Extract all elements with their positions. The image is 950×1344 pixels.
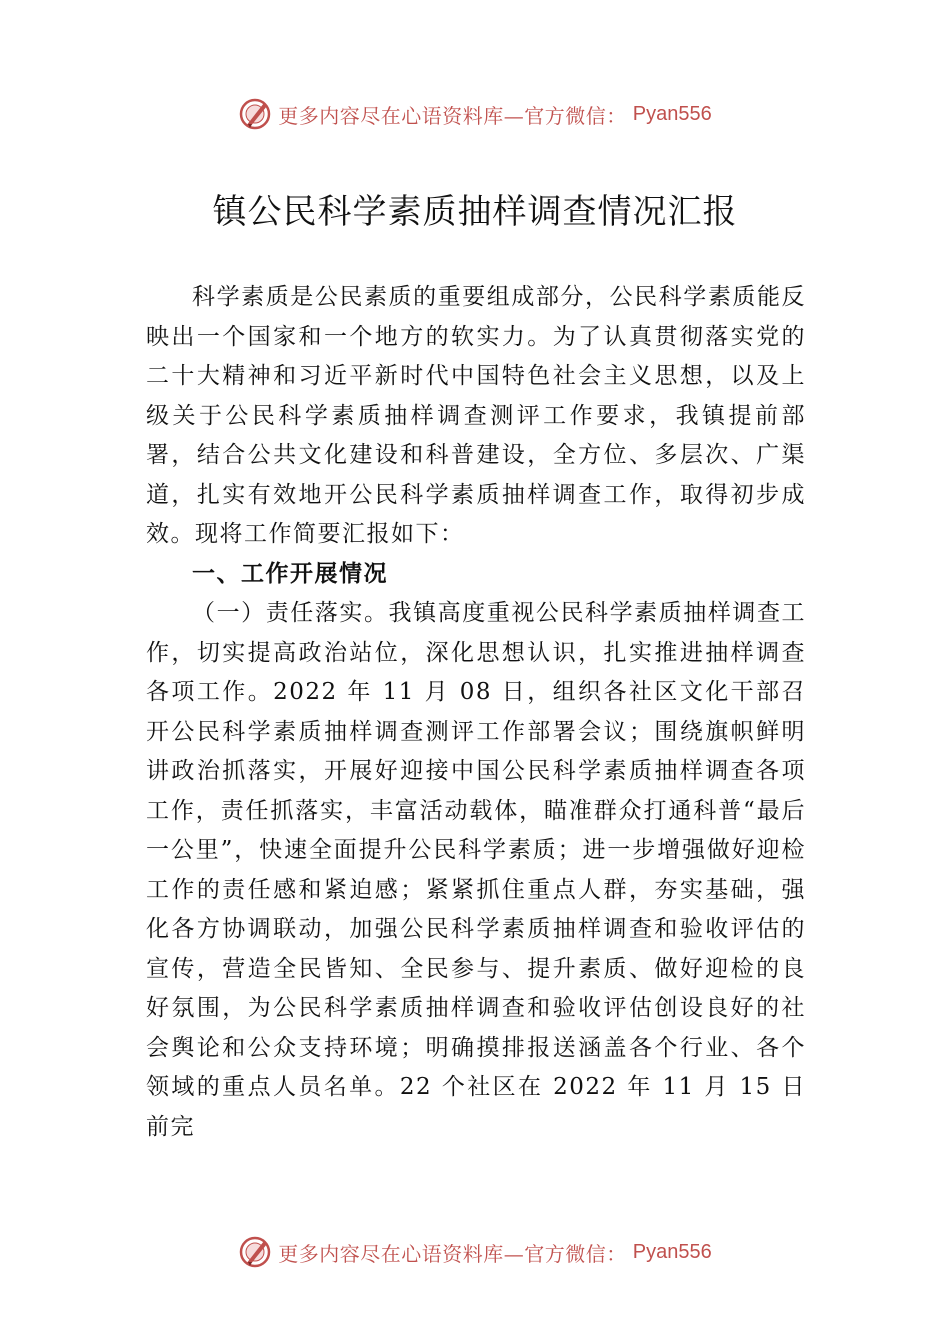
- watermark-wechat-handle: Pyan556: [632, 1240, 712, 1263]
- subsection-paragraph: （一）责任落实。我镇高度重视公民科学素质抽样调查工作，切实提高政治站位，深化思想认识，扎实推进抽样调查各项工作。2022 年 11 月 08 日，组织各社区文化干部召开公民科学素质抽样调查测评工作部署会议；围绕旗帜鲜明讲政治抓落实，开展好迎接中国公民科学素质抽样调查各项工作，责任抓落实，丰富活动载体，瞄准群众打通科普“最后一公里”，快速全面提升公民科学素质；进一步增强做好迎检工作的责任感和紧迫感；紧紧抓住重点人群，夯实基础，强化各方协调联动，加强公民科学素质抽样调查和验收评估的宣传，营造全民皆知、全民参与、提升素质、做好迎检的良好氛围，为公民科学素质抽样调查和验收评估创设良好的社会舆论和公众支持环境；明确摸排报送涵盖各个行业、各个领域的重点人员名单。22 个社区在 2022 年 11 月 15 日前完: [146, 600, 806, 1140]
- section-heading: 一、工作开展情况: [192, 560, 388, 587]
- header-watermark: [0, 94, 950, 134]
- document-body: [146, 278, 806, 1147]
- quill-pen-logo-icon: [238, 97, 272, 131]
- quill-pen-logo-icon: [238, 1235, 272, 1269]
- watermark-text: 更多内容尽在心语资料库—官方微信：: [278, 103, 627, 128]
- watermark-text: 更多内容尽在心语资料库—官方微信：: [278, 1241, 627, 1266]
- footer-watermark: [0, 1232, 950, 1272]
- document-title: 镇公民科学素质抽样调查情况汇报: [212, 192, 738, 232]
- watermark-wechat-handle: Pyan556: [632, 102, 712, 125]
- intro-paragraph: 科学素质是公民素质的重要组成部分，公民科学素质能反映出一个国家和一个地方的软实力。为了认真贯彻落实党的二十大精神和习近平新时代中国特色社会主义思想，以及上级关于公民科学素质抽样调查测评工作要求，我镇提前部署，结合公共文化建设和科普建设，全方位、多层次、广渠道，扎实有效地开公民科学素质抽样调查工作，取得初步成效。现将工作简要汇报如下：: [146, 284, 806, 547]
